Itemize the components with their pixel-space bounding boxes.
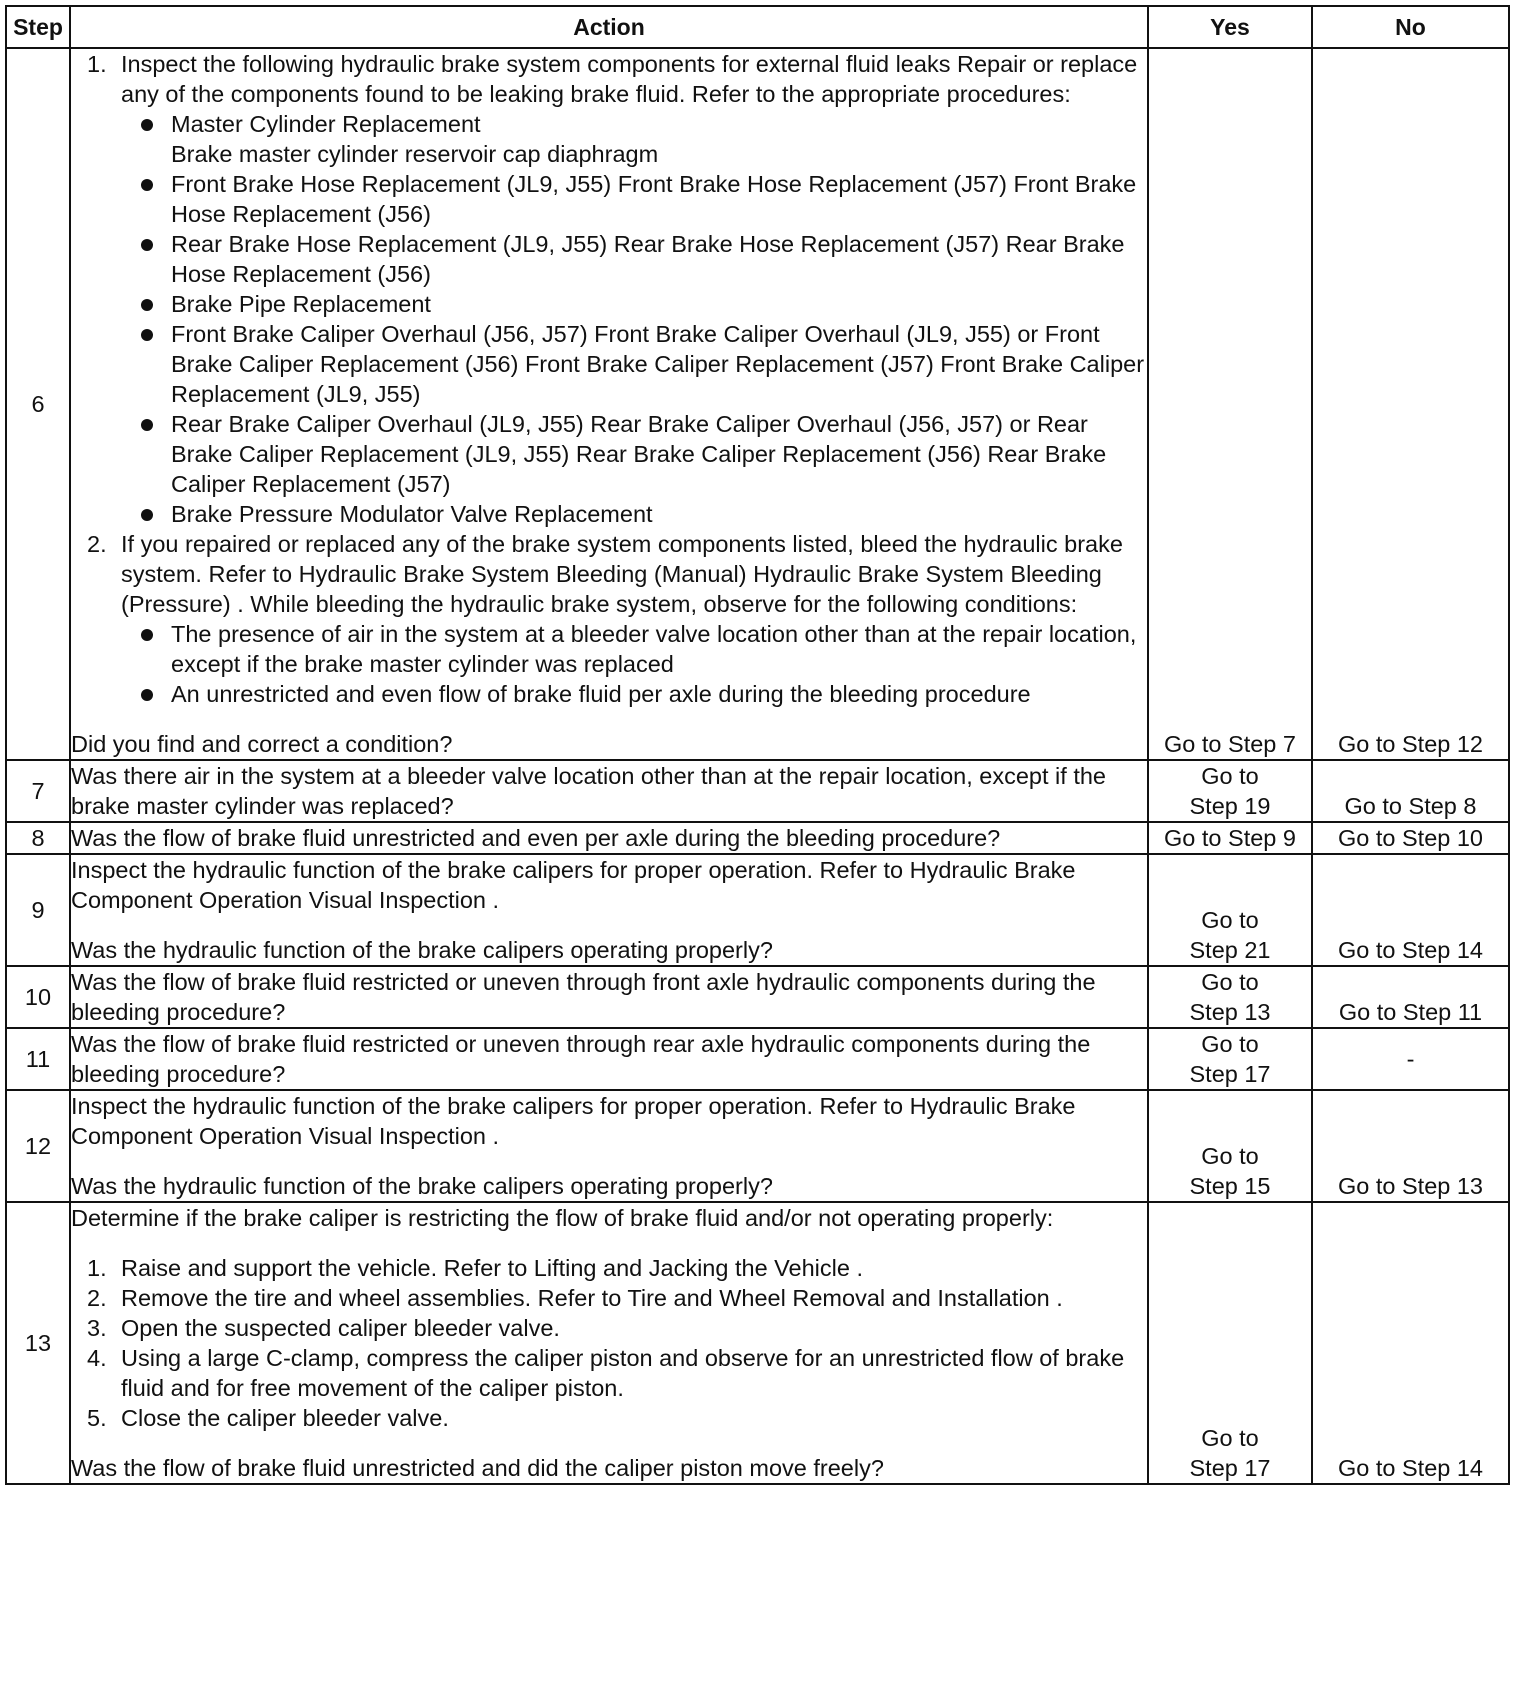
item-text: Using a large C-clamp, compress the caliper piston and observe for an unrestricted flow of brake fluid and for free movement of the caliper piston. (121, 1345, 1125, 1401)
bullet-text: Master Cylinder Replacement (171, 111, 481, 137)
no-cell: Go to Step 12 (1312, 48, 1509, 760)
yes-cell (1148, 1202, 1312, 1484)
yes-cell (1148, 760, 1312, 822)
step-number: 7 (6, 760, 70, 822)
step-number: 6 (6, 48, 70, 760)
diagnostic-table (5, 5, 1510, 1485)
bullet-item (121, 109, 1147, 169)
bullet-item (121, 229, 1147, 289)
bullet-text: An unrestricted and even flow of brake fluid per axle during the bleeding procedure (171, 681, 1031, 707)
question-text: Was the flow of brake fluid restricted or uneven through front axle hydraulic components during the bleeding procedure? (70, 966, 1148, 1028)
list-item (71, 529, 1147, 709)
bullet-item (121, 409, 1147, 499)
bullet-icon (141, 689, 153, 701)
question-text: Was the flow of brake fluid unrestricted and even per axle during the bleeding procedure? (70, 822, 1148, 854)
bullet-item (121, 619, 1147, 679)
yes-cell (1148, 1028, 1312, 1090)
bullet-icon (141, 509, 153, 521)
yes-line1: Go to (1201, 763, 1259, 789)
header-row (6, 6, 1509, 48)
item-text: Open the suspected caliper bleeder valve. (121, 1315, 560, 1341)
yes-line2: Step 21 (1189, 937, 1271, 963)
yes-line1: Go to (1201, 1143, 1259, 1169)
spacer (71, 1233, 1147, 1253)
action-cell (70, 1202, 1148, 1484)
table-row (6, 1028, 1509, 1090)
list-item (71, 1403, 1147, 1433)
yes-line2: Step 17 (1189, 1061, 1271, 1087)
bullet-text: Brake Pressure Modulator Valve Replacement (171, 501, 653, 527)
yes-cell (1148, 966, 1312, 1028)
bullet-icon (141, 329, 153, 341)
bullet-list (121, 109, 1147, 529)
item-number: 1. (87, 51, 107, 77)
bullet-subtext: Brake master cylinder reservoir cap diaphragm (171, 141, 659, 167)
bullet-icon (141, 299, 153, 311)
list-item (71, 1313, 1147, 1343)
yes-line2: Step 13 (1189, 999, 1271, 1025)
bullet-text: Brake Pipe Replacement (171, 291, 431, 317)
no-cell: Go to Step 10 (1312, 822, 1509, 854)
numbered-list (71, 1253, 1147, 1433)
header-no: No (1312, 6, 1509, 48)
item-text: If you repaired or replaced any of the brake system components listed, bleed the hydraulic brake system. Refer to Hydraulic Brake System Bleeding (Manual) Hydraulic Brake System Bleeding (Pressure) . While bleeding the hydraulic brake system, observe for the following conditions: (121, 531, 1123, 617)
yes-cell: Go to Step 9 (1148, 822, 1312, 854)
item-number: 2. (87, 1285, 107, 1311)
spacer (71, 1433, 1147, 1453)
instruction-text: Inspect the hydraulic function of the brake calipers for proper operation. Refer to Hydraulic Brake Component Operation Visual Inspection . (71, 857, 1076, 913)
item-text: Inspect the following hydraulic brake system components for external fluid leaks Repair or replace any of the components found to be leaking brake fluid. Refer to the appropriate procedures: (121, 51, 1138, 107)
bullet-text: Front Brake Caliper Overhaul (J56, J57) Front Brake Caliper Overhaul (JL9, J55) or Front Brake Caliper Replacement (J56) Front Brake Caliper Replacement (J57) Front Brake Caliper Replacement (JL9, J55) (171, 321, 1145, 407)
yes-line2: Step 19 (1189, 793, 1271, 819)
item-text: Close the caliper bleeder valve. (121, 1405, 449, 1431)
question-text: Was the hydraulic function of the brake calipers operating properly? (71, 1173, 773, 1199)
bullet-text: The presence of air in the system at a bleeder valve location other than at the repair location, except if the brake master cylinder was replaced (171, 621, 1137, 677)
header-yes: Yes (1148, 6, 1312, 48)
no-cell: Go to Step 14 (1312, 1202, 1509, 1484)
bullet-item (121, 499, 1147, 529)
table-row (6, 1090, 1509, 1202)
bullet-icon (141, 419, 153, 431)
bullet-icon (141, 119, 153, 131)
no-cell: Go to Step 13 (1312, 1090, 1509, 1202)
bullet-icon (141, 629, 153, 641)
bullet-item (121, 679, 1147, 709)
table-row (6, 1202, 1509, 1484)
list-item (71, 1343, 1147, 1403)
spacer (71, 915, 1147, 935)
question-text: Was the flow of brake fluid unrestricted and did the caliper piston move freely? (71, 1455, 884, 1481)
item-number: 4. (87, 1345, 107, 1371)
bullet-item (121, 289, 1147, 319)
question-text: Did you find and correct a condition? (71, 731, 453, 757)
step-number: 11 (6, 1028, 70, 1090)
bullet-text: Rear Brake Caliper Overhaul (JL9, J55) Rear Brake Caliper Overhaul (J56, J57) or Rear Brake Caliper Replacement (JL9, J55) Rear Brake Caliper Replacement (J56) Rear Brake Caliper Replacement (J57) (171, 411, 1107, 497)
bullet-item (121, 169, 1147, 229)
no-cell: Go to Step 11 (1312, 966, 1509, 1028)
item-number: 3. (87, 1315, 107, 1341)
item-number: 1. (87, 1255, 107, 1281)
bullet-list (121, 619, 1147, 709)
bullet-item (121, 319, 1147, 409)
no-cell: Go to Step 8 (1312, 760, 1509, 822)
step-number: 8 (6, 822, 70, 854)
bullet-icon (141, 239, 153, 251)
list-item (71, 49, 1147, 529)
no-cell: Go to Step 14 (1312, 854, 1509, 966)
bullet-text: Front Brake Hose Replacement (JL9, J55) Front Brake Hose Replacement (J57) Front Brake Hose Replacement (J56) (171, 171, 1137, 227)
list-item (71, 1253, 1147, 1283)
instruction-text: Inspect the hydraulic function of the brake calipers for proper operation. Refer to Hydraulic Brake Component Operation Visual Inspection . (71, 1093, 1076, 1149)
numbered-list (71, 49, 1147, 709)
instruction-text: Determine if the brake caliper is restricting the flow of brake fluid and/or not operating properly: (71, 1205, 1054, 1231)
step-number: 9 (6, 854, 70, 966)
action-cell (70, 48, 1148, 760)
step-number: 13 (6, 1202, 70, 1484)
bullet-text: Rear Brake Hose Replacement (JL9, J55) Rear Brake Hose Replacement (J57) Rear Brake Hose Replacement (J56) (171, 231, 1125, 287)
question-text: Was the hydraulic function of the brake calipers operating properly? (71, 937, 773, 963)
table-row (6, 854, 1509, 966)
item-number: 2. (87, 531, 107, 557)
yes-line2: Step 17 (1189, 1455, 1271, 1481)
bullet-icon (141, 179, 153, 191)
yes-cell (1148, 854, 1312, 966)
yes-line1: Go to (1201, 969, 1259, 995)
question-text: Was there air in the system at a bleeder valve location other than at the repair location, except if the brake master cylinder was replaced? (70, 760, 1148, 822)
yes-line1: Go to (1201, 1031, 1259, 1057)
item-number: 5. (87, 1405, 107, 1431)
header-step: Step (6, 6, 70, 48)
yes-line1: Go to (1201, 907, 1259, 933)
question-text: Was the flow of brake fluid restricted or uneven through rear axle hydraulic components during the bleeding procedure? (70, 1028, 1148, 1090)
spacer (71, 709, 1147, 729)
table-row (6, 760, 1509, 822)
step-number: 12 (6, 1090, 70, 1202)
step-number: 10 (6, 966, 70, 1028)
table-row (6, 966, 1509, 1028)
no-cell: - (1312, 1028, 1509, 1090)
header-action: Action (70, 6, 1148, 48)
item-text: Remove the tire and wheel assemblies. Refer to Tire and Wheel Removal and Installation . (121, 1285, 1063, 1311)
yes-line1: Go to (1201, 1425, 1259, 1451)
list-item (71, 1283, 1147, 1313)
yes-line2: Step 15 (1189, 1173, 1271, 1199)
table-row (6, 822, 1509, 854)
item-text: Raise and support the vehicle. Refer to Lifting and Jacking the Vehicle . (121, 1255, 864, 1281)
yes-cell: Go to Step 7 (1148, 48, 1312, 760)
spacer (71, 1151, 1147, 1171)
table-row (6, 48, 1509, 760)
action-cell (70, 854, 1148, 966)
yes-cell (1148, 1090, 1312, 1202)
action-cell (70, 1090, 1148, 1202)
